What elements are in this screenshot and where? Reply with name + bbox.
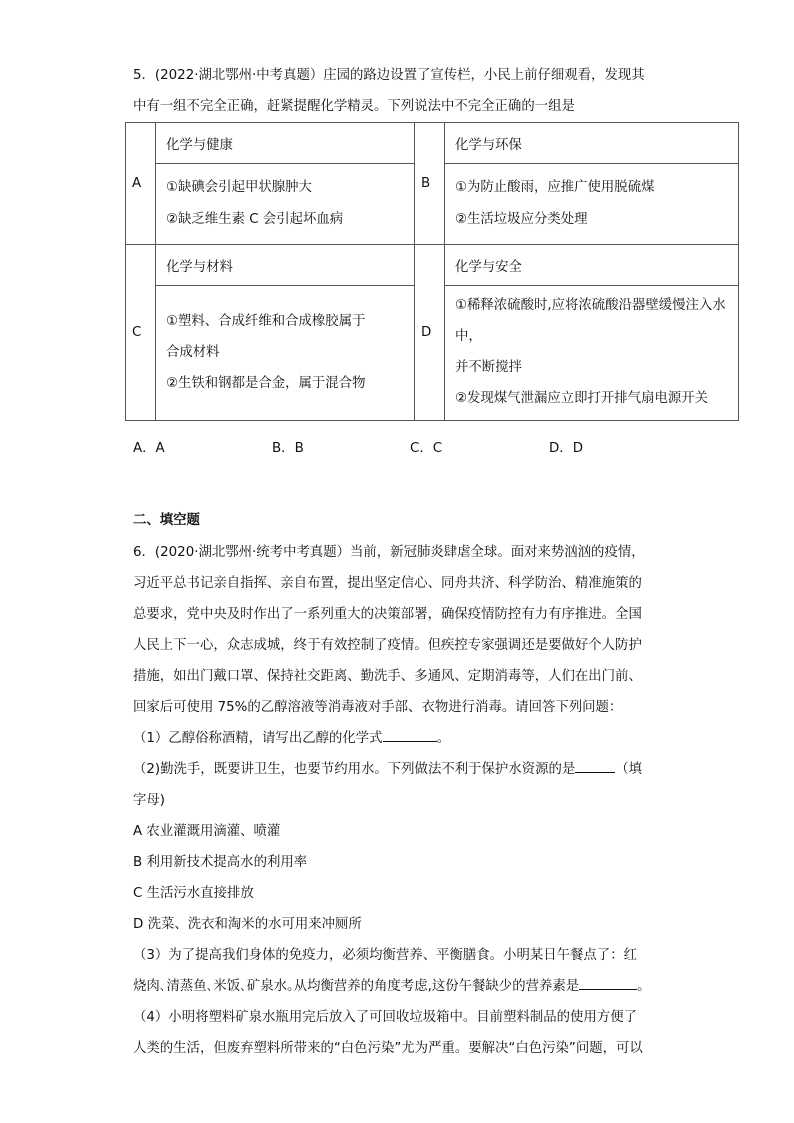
sub-question-3-text: 烧肉､清蒸鱼､米饭､矿泉水｡从均衡营养的角度考虑,这份午餐缺少的营养素是 [133,979,580,994]
question-6-line-5: 措施，如出门戴口罩、保持社交距离、勤洗手、多通风、定期消毒等，人们在出门前、 [133,669,642,684]
option-d-item-1-cont: 并不断搅拌 [455,360,522,375]
option-a-content [156,164,415,245]
option-b-title: 化学与环保 [445,123,739,164]
option-c-title: 化学与材料 [156,245,415,286]
question-5-stem-line-2: 中有一组不完全正确，赶紧提醒化学精灵。下列说法中不完全正确的一组是 [133,99,575,114]
answer-blank-1[interactable] [383,727,437,742]
option-c-letter: C [126,245,156,421]
question-6-line-1: 6．(2020·湖北鄂州·统考中考真题）当前，新冠肺炎肆虐全球。面对来势汹汹的疫情， [133,545,645,560]
question-6-line-3: 总要求，党中央及时作出了一系列重大的决策部署，确保疫情防控有力有序推进。全国 [133,607,642,622]
question-6-line-2: 习近平总书记亲自指挥、亲自布置，提出坚定信心、同舟共济、科学防治、精准施策的 [133,576,642,591]
question-6-line-6: 回家后可使用 75%的乙醇溶液等消毒液对手部、衣物进行消毒。请回答下列问题： [133,700,623,715]
option-c-item-1: ①塑料、合成纤维和合成橡胶属于 [166,313,366,329]
option-d-letter: D [415,245,445,421]
answer-blank-3[interactable] [579,975,637,990]
option-b-item-1: ①为防止酸雨，应推广使用脱硫煤 [455,180,655,195]
sub-question-1 [133,723,673,754]
option-c-content [156,286,415,421]
option-a-item-1: ①缺碘会引起甲状腺肿大 [166,180,312,195]
sub-question-1-text: （1）乙醇俗称酒精，请写出乙醇的化学式 [133,731,383,746]
option-a-title: 化学与健康 [156,123,415,164]
option-a-item-2: ②缺乏维生素 C 会引起坏血病 [166,212,344,227]
sub-question-3-line-1: （3）为了提高我们身体的免疫力，必须均衡营养、平衡膳食。小明某日午餐点了：红 [133,948,637,963]
question-5-choices [133,437,693,457]
sub-question-4-line-1: （4）小明将塑料矿泉水瓶用完后放入了可回收垃圾箱中。目前塑料制品的使用方便了 [133,1010,637,1025]
sub-question-1-end: 。 [436,731,450,746]
sub-question-2-line-2: 字母) [133,793,166,808]
option-b-content [445,164,739,245]
sub-question-4-line-2: 人类的生活，但废弃塑料所带来的“白色污染”尤为严重。要解决“白色污染”问题，可以 [133,1041,643,1056]
water-option-c[interactable]: C 生活污水直接排放 [133,886,254,901]
option-b-letter: B [415,123,445,245]
option-b-item-2: ②生活垃圾应分类处理 [455,212,588,227]
sub-question-2 [133,754,673,785]
water-option-a[interactable]: A 农业灌溉用滴灌、喷灌 [133,824,281,839]
sub-question-2-text: （2)勤洗手，既要讲卫生，也要节约用水。下列做法不利于保护水资源的是 [133,762,576,777]
question-6-line-4: 人民上下一心，众志成城，终于有效控制了疫情。但疾控专家强调还是要做好个人防护 [133,638,642,653]
water-option-b[interactable]: B 利用新技术提高水的利用率 [133,855,308,870]
section-title-fill-in: 二、填空题 [133,513,200,528]
sub-question-3-line-2 [133,971,673,1002]
choice-a[interactable]: A．A [133,441,165,456]
water-option-d[interactable]: D 洗菜、洗衣和淘米的水可用来冲厕所 [133,917,362,932]
option-c-item-1-cont: 合成材料 [166,344,220,360]
question-6 [133,537,673,1064]
choice-d[interactable]: D．D [549,441,584,456]
sub-question-2-tail: （填 [615,762,643,777]
option-d-title: 化学与安全 [445,245,739,286]
answer-blank-2[interactable] [575,758,615,773]
options-table [125,122,739,421]
option-a-letter: A [126,123,156,245]
choice-b[interactable]: B．B [272,441,304,456]
option-c-item-2: ②生铁和钢都是合金，属于混合物 [166,375,366,391]
choice-c[interactable]: C．C [410,441,443,456]
option-d-item-2: ②发现煤气泄漏应立即打开排气扇电源开关 [455,391,709,406]
question-5-stem-line-1: 5．(2022·湖北鄂州·中考真题）庄园的路边设置了宣传栏，小民上前仔细观看，发现其 [133,68,645,83]
sub-question-3-end: 。 [637,979,651,994]
option-d-item-1: ①稀释浓硫酸时,应将浓硫酸沿器壁缓慢注入水中， [455,298,726,344]
option-d-content [445,286,739,421]
